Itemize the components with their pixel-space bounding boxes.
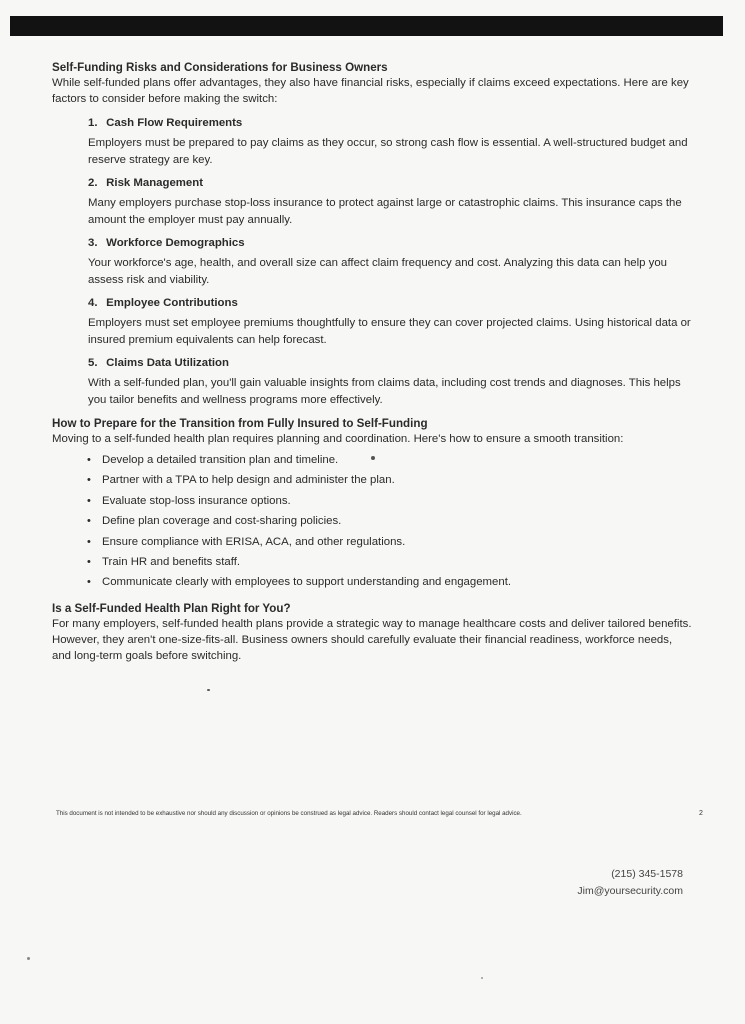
bullet-icon: • bbox=[87, 576, 91, 589]
risk-factor-list bbox=[52, 115, 692, 408]
list-title-text: Workforce Demographics bbox=[106, 237, 245, 249]
page-number: 2 bbox=[699, 810, 703, 817]
bullet-text: Communicate clearly with employees to support understanding and engagement. bbox=[102, 576, 512, 589]
section-heading-risks: Self-Funding Risks and Considerations for Business Owners bbox=[52, 61, 388, 74]
list-title-text: Employee Contributions bbox=[106, 297, 238, 309]
bullet-item bbox=[87, 554, 692, 570]
bullet-icon: • bbox=[87, 535, 91, 548]
bullet-icon: • bbox=[87, 474, 91, 487]
scan-speck bbox=[371, 456, 375, 460]
scan-speck bbox=[207, 689, 210, 691]
list-item-text: Many employers purchase stop-loss insurance to protect against large or catastrophic claims. This insurance caps the amount the employer must pay annually. bbox=[88, 197, 682, 226]
section-text-conclusion: For many employers, self-funded health plans provide a strategic way to manage healthcare costs and deliver tailored benefits. However, they aren't one-size-fits-all. Business owners should carefully evaluate their financial readiness, workforce needs, and long-term goals before switching. bbox=[52, 618, 692, 663]
list-number: 5. bbox=[88, 357, 98, 369]
bullet-item bbox=[87, 472, 692, 488]
bullet-item bbox=[87, 574, 692, 590]
list-number: 2. bbox=[88, 177, 98, 189]
list-number: 1. bbox=[88, 117, 98, 129]
bullet-text: Train HR and benefits staff. bbox=[102, 555, 241, 568]
list-title-text: Claims Data Utilization bbox=[106, 357, 229, 369]
section-intro-transition: Moving to a self-funded health plan requires planning and coordination. Here's how to ensure a smooth transition: bbox=[52, 433, 624, 445]
list-item-title bbox=[88, 115, 692, 131]
list-number: 3. bbox=[88, 237, 98, 249]
section-heading-transition: How to Prepare for the Transition from Fully Insured to Self-Funding bbox=[52, 417, 428, 430]
document-page bbox=[52, 60, 692, 664]
bullet-icon: • bbox=[87, 555, 91, 568]
list-title-text: Risk Management bbox=[106, 177, 204, 189]
list-item-title bbox=[88, 355, 692, 371]
transition-section bbox=[52, 416, 692, 590]
bullet-text: Define plan coverage and cost-sharing policies. bbox=[102, 515, 342, 528]
bullet-icon: • bbox=[87, 454, 91, 466]
bullet-item bbox=[87, 452, 692, 468]
list-item bbox=[88, 295, 692, 348]
bullet-text: Partner with a TPA to help design and administer the plan. bbox=[102, 474, 395, 487]
list-item-text: Employers must set employee premiums thoughtfully to ensure they can cover projected claims. Using historical data or insured premium equivalents can help forecast. bbox=[88, 317, 691, 346]
list-item bbox=[88, 235, 692, 288]
section-heading-conclusion: Is a Self-Funded Health Plan Right for You? bbox=[52, 602, 291, 616]
bullet-text: Evaluate stop-loss insurance options. bbox=[102, 494, 291, 507]
bullet-text: Develop a detailed transition plan and timeline. bbox=[102, 454, 339, 466]
conclusion-section bbox=[52, 601, 692, 664]
contact-block bbox=[577, 866, 683, 900]
list-item-text: With a self-funded plan, you'll gain valuable insights from claims data, including cost trends and diagnoses. This helps you tailor benefits and wellness programs more effectively. bbox=[88, 377, 681, 406]
list-title-text: Cash Flow Requirements bbox=[106, 117, 243, 129]
legal-disclaimer: This document is not intended to be exhaustive nor should any discussion or opinions be construed as legal advice. Readers should contact legal counsel for legal advice. bbox=[56, 810, 522, 817]
bullet-icon: • bbox=[87, 515, 91, 528]
bullet-item bbox=[87, 534, 692, 550]
list-item bbox=[88, 355, 692, 408]
scan-speck bbox=[27, 957, 30, 960]
section-intro-risks: While self-funded plans offer advantages, they also have financial risks, especially if claims exceed expectations. Here are key factors to consider before making the switch: bbox=[52, 77, 689, 105]
list-item-text: Employers must be prepared to pay claims as they occur, so strong cash flow is essential. A well-structured budget and reserve strategy are key. bbox=[88, 137, 688, 166]
bullet-text: Ensure compliance with ERISA, ACA, and other regulations. bbox=[102, 535, 406, 548]
scan-top-border bbox=[10, 16, 723, 36]
transition-bullet-list bbox=[52, 452, 692, 590]
list-item bbox=[88, 115, 692, 168]
list-item-text: Your workforce's age, health, and overall size can affect claim frequency and cost. Analyzing this data can help you assess risk and viability. bbox=[88, 257, 668, 286]
list-item-title bbox=[88, 235, 692, 251]
bullet-icon: • bbox=[87, 494, 91, 507]
scan-speck bbox=[481, 977, 483, 979]
contact-phone: (215) 345-1578 bbox=[611, 868, 683, 880]
bullet-item bbox=[87, 513, 692, 529]
list-item-title bbox=[88, 295, 692, 311]
contact-email: Jim@yoursecurity.com bbox=[577, 885, 683, 897]
list-item bbox=[88, 175, 692, 228]
list-item-title bbox=[88, 175, 692, 191]
list-number: 4. bbox=[88, 297, 98, 309]
bullet-item bbox=[87, 493, 692, 509]
